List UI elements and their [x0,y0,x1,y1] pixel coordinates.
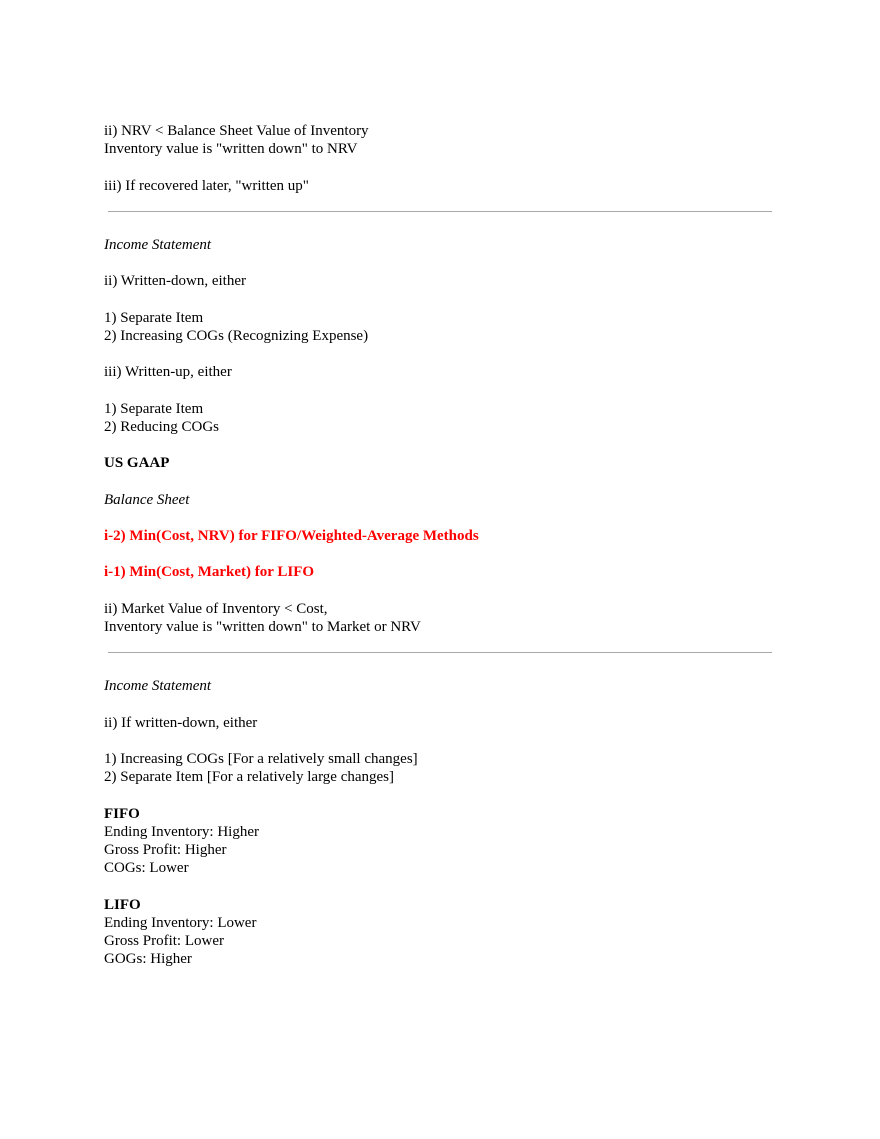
market-value-condition: ii) Market Value of Inventory < Cost, [104,600,328,617]
lifo-cogs: GOGs: Higher [104,951,192,968]
ifrs-written-down-item-2: 2) Increasing COGs (Recognizing Expense) [104,327,369,344]
ifrs-written-up-item-1: 1) Separate Item [104,400,204,417]
recovered-written-up: iii) If recovered later, "written up" [104,177,309,194]
written-down-to-nrv: Inventory value is "written down" to NRV [104,141,358,158]
us-written-down-item-2: 2) Separate Item [For a relatively large changes] [104,769,395,786]
ifrs-written-down-heading: ii) Written-down, either [104,273,246,290]
us-income-statement-heading: Income Statement [104,678,212,695]
fifo-gross-profit: Gross Profit: Higher [104,841,227,858]
ifrs-written-up-heading: iii) Written-up, either [104,364,232,381]
balance-sheet-heading: Balance Sheet [104,491,190,508]
nrv-condition: ii) NRV < Balance Sheet Value of Inventory [104,123,369,139]
rule-fifo-weighted-average: i-2) Min(Cost, NRV) for FIFO/Weighted-Average Methods [104,527,479,544]
us-written-down-item-1: 1) Increasing COGs [For a relatively small changes] [104,750,418,767]
document-page [104,122,774,968]
us-written-down-heading: ii) If written-down, either [104,714,258,731]
written-down-to-market: Inventory value is "written down" to Market or NRV [104,618,421,635]
lifo-ending-inventory: Ending Inventory: Lower [104,914,257,931]
lifo-gross-profit: Gross Profit: Lower [104,932,224,949]
lifo-heading: LIFO [104,896,141,913]
ifrs-income-statement-heading: Income Statement [104,236,212,253]
fifo-ending-inventory: Ending Inventory: Higher [104,823,259,840]
rule-lifo: i-1) Min(Cost, Market) for LIFO [104,564,315,581]
ifrs-written-up-item-2: 2) Reducing COGs [104,418,219,435]
fifo-cogs: COGs: Lower [104,860,189,877]
fifo-heading: FIFO [104,805,140,822]
us-gaap-heading: US GAAP [104,455,170,472]
ifrs-written-down-item-1: 1) Separate Item [104,309,204,326]
